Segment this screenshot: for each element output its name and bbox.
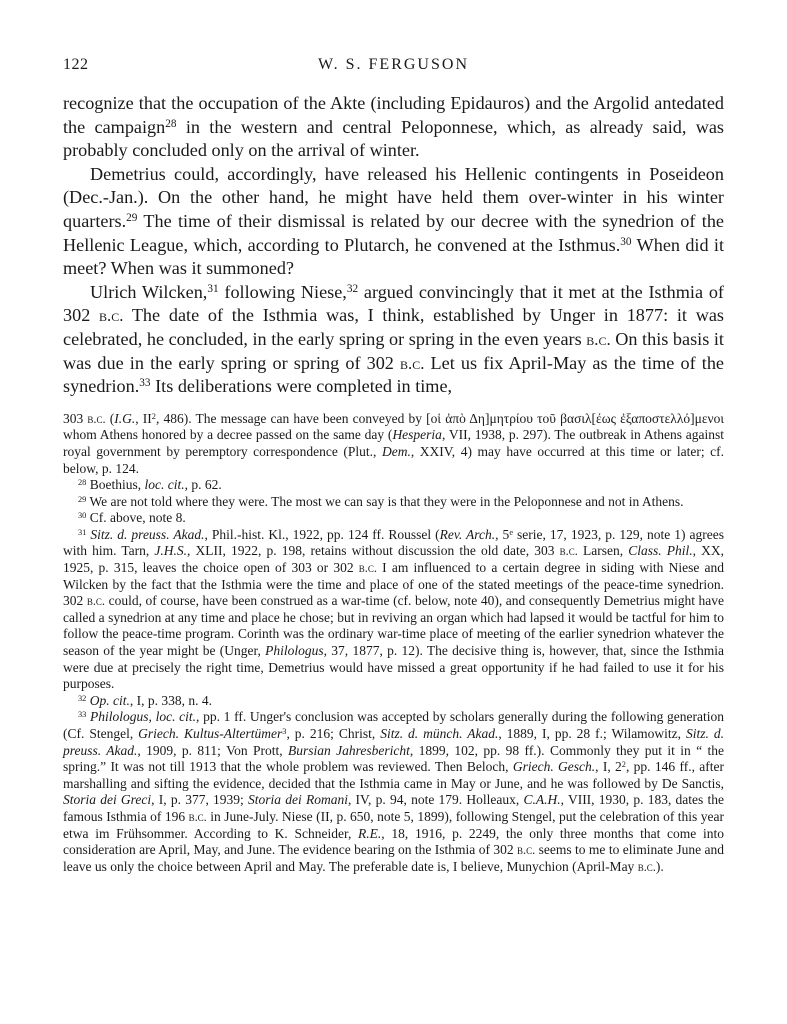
note-ref-30[interactable]: 30: [620, 235, 632, 248]
footnote-31: $^{31}$ Sitz. d. preuss. Akad., Phil.-hist. Kl., 1922, pp. 124 ff. Roussel (Rev. Arch., 5e serie, 17, 1923, p. 129, note 1) agrees with him. Tarn, J.H.S., XLII, 1922, p. 198, retains without discussion the old date, 303 b.c. Larsen, Class. Phil., XX, 1925, p. 315, leaves the choice open of 303 or 302 b.c. I am influenced to a certain degree in siding with Niese and Wilcken by the fact that the Isthmia were the time and place of one of the stated meetings of the peace-time synedrion. 302 b.c. could, of course, have been construed as a war-time (cf. below, note 40), and consequently Demetrius might have called a synedrion at any time and place he chose; but in reviving an organ which had lapsed it would be tactful for him to follow the peace-time program. Corinth was the ordinary war-time place of meeting of the earlier synedrion whatever the season of the year might be (Unger, Philologus, 37, 1877, p. 12). The decisive thing is, however, that, since the Isthmia were due at precisely the right time, Demetrius would have missed a great opportunity if he had failed to use it for his purposes.: [63, 526, 725, 692]
footnote-number: 30: [78, 511, 87, 521]
footnote-33: $^{33}$ Philologus, loc. cit., pp. 1 ff. Unger's conclusion was accepted by scholars generally during the following generation (Cf. Stengel, Griech. Kultus-Altertümer$^3$, p. 216; Christ, Sitz. d. münch. Akad., 1889, I, pp. 28 f.; Wilamowitz, Sitz. d. preuss. Akad., 1909, p. 811; Von Prott, Bursian Jahresbericht, 1899, 102, pp. 98 ff.). Commonly they put it in “ the spring.” It was not till 1913 that the whole problem was reviewed. Then Beloch, Griech. Gesch., I, $2^2$, pp. 146 ff., after marshalling and sifting the evidence, decided that the Isthmia came in May or June, and he was followed by De Sanctis, Storia dei Greci, I, p. 377, 1939; Storia dei Romani, IV, p. 94, note 179. Holleaux, C.A.H., VIII, 1930, p. 183, dates the famous Isthmia of 196 b.c. in June-July. Niese (II, p. 650, note 5, 1899), following Stengel, put the celebration of this year etwa im Frühsommer. According to K. Schneider, R.E., 18, 1916, p. 2249, the only three months that come into consideration are April, May, and June. The evidence bearing on the Isthmia of 302 b.c. seems to me to eliminate June and leave us only the choice between April and May. The preferable date is, I believe, Munychion (April-May b.c.).: [63, 709, 725, 874]
page-number: 122: [63, 56, 89, 73]
body-paragraph-2: Demetrius could, accordingly, have released his Hellenic contingents in Poseideon (Dec.-Jan.). On the other hand, he might have held them over-winter in his winter quarters.$^{29}$ The time of their dismissal is related by our decree with the synedrion of the Hellenic League, which, according to Plutarch, he convened at the Isthmus.$^{30}$ When did it meet? When was it summoned?: [63, 163, 724, 279]
running-title: W. S. FERGUSON: [318, 56, 469, 73]
note-ref-28[interactable]: 28: [165, 117, 177, 130]
footnote-30: $^{30}$ Cf. above, note 8.: [78, 510, 186, 526]
footnote-32: $^{32}$ Op. cit., I, p. 338, n. 4.: [78, 692, 212, 708]
note-ref-33[interactable]: 33: [139, 377, 151, 390]
body-paragraph-1: recognize that the occupation of the Akte (including Epidauros) and the Argolid antedated the campaign$^{28}$ in the western and central Peloponnese, which, as already said, was probably concluded only on the arrival of winter.: [63, 93, 724, 161]
note-ref-32[interactable]: 32: [346, 283, 359, 296]
footnote-number: 28: [78, 477, 87, 487]
footnote-29: $^{29}$ We are not told where they were. The most we can say is that they were in the Peloponnese and not in Athens.: [78, 493, 684, 509]
note-ref-31[interactable]: 31: [207, 283, 219, 296]
footnote-number: 31: [78, 527, 87, 537]
note-ref-29[interactable]: 29: [126, 212, 138, 225]
page: [63, 52, 724, 875]
body-paragraph-3: Ulrich Wilcken,$^{31}$ following Niese,$^{32}$ argued convincingly that it met at the Isthmia of 302 b.c. The date of the Isthmia was, I think, established by Unger in 1877: it was celebrated, he concluded, in the early spring or spring in the even years b.c. On this basis it was due in the early spring or spring of 302 b.c. Let us fix April-May as the time of the synedrion.$^{33}$ Its deliberations were completed in time,: [63, 281, 725, 397]
footnote-continued: 303 b.c. (I.G., $II^2$, 486). The message can have been conveyed by [οἱ ἀπὸ Δη]μητρίου τοῦ βασιλ[έως ἐξαποστελλό]μενοι whom Athens honored by a decree passed on the same day (Hesperia, VII, 1938, p. 297). The outbreak in Athens against royal government by peremptory correspondence (Plut., Dem., XXIV, 4) may have occurred at this time or later; cf. below, p. 124.: [63, 410, 725, 476]
footnote-28: $^{28}$ Boethius, loc. cit., p. 62.: [78, 477, 222, 493]
page-header: [63, 52, 724, 80]
footnote-number: 32: [78, 693, 87, 703]
footnote-number: 33: [78, 710, 87, 720]
footnote-number: 29: [78, 494, 87, 504]
main-text: [63, 92, 724, 399]
footnotes: [63, 411, 724, 876]
